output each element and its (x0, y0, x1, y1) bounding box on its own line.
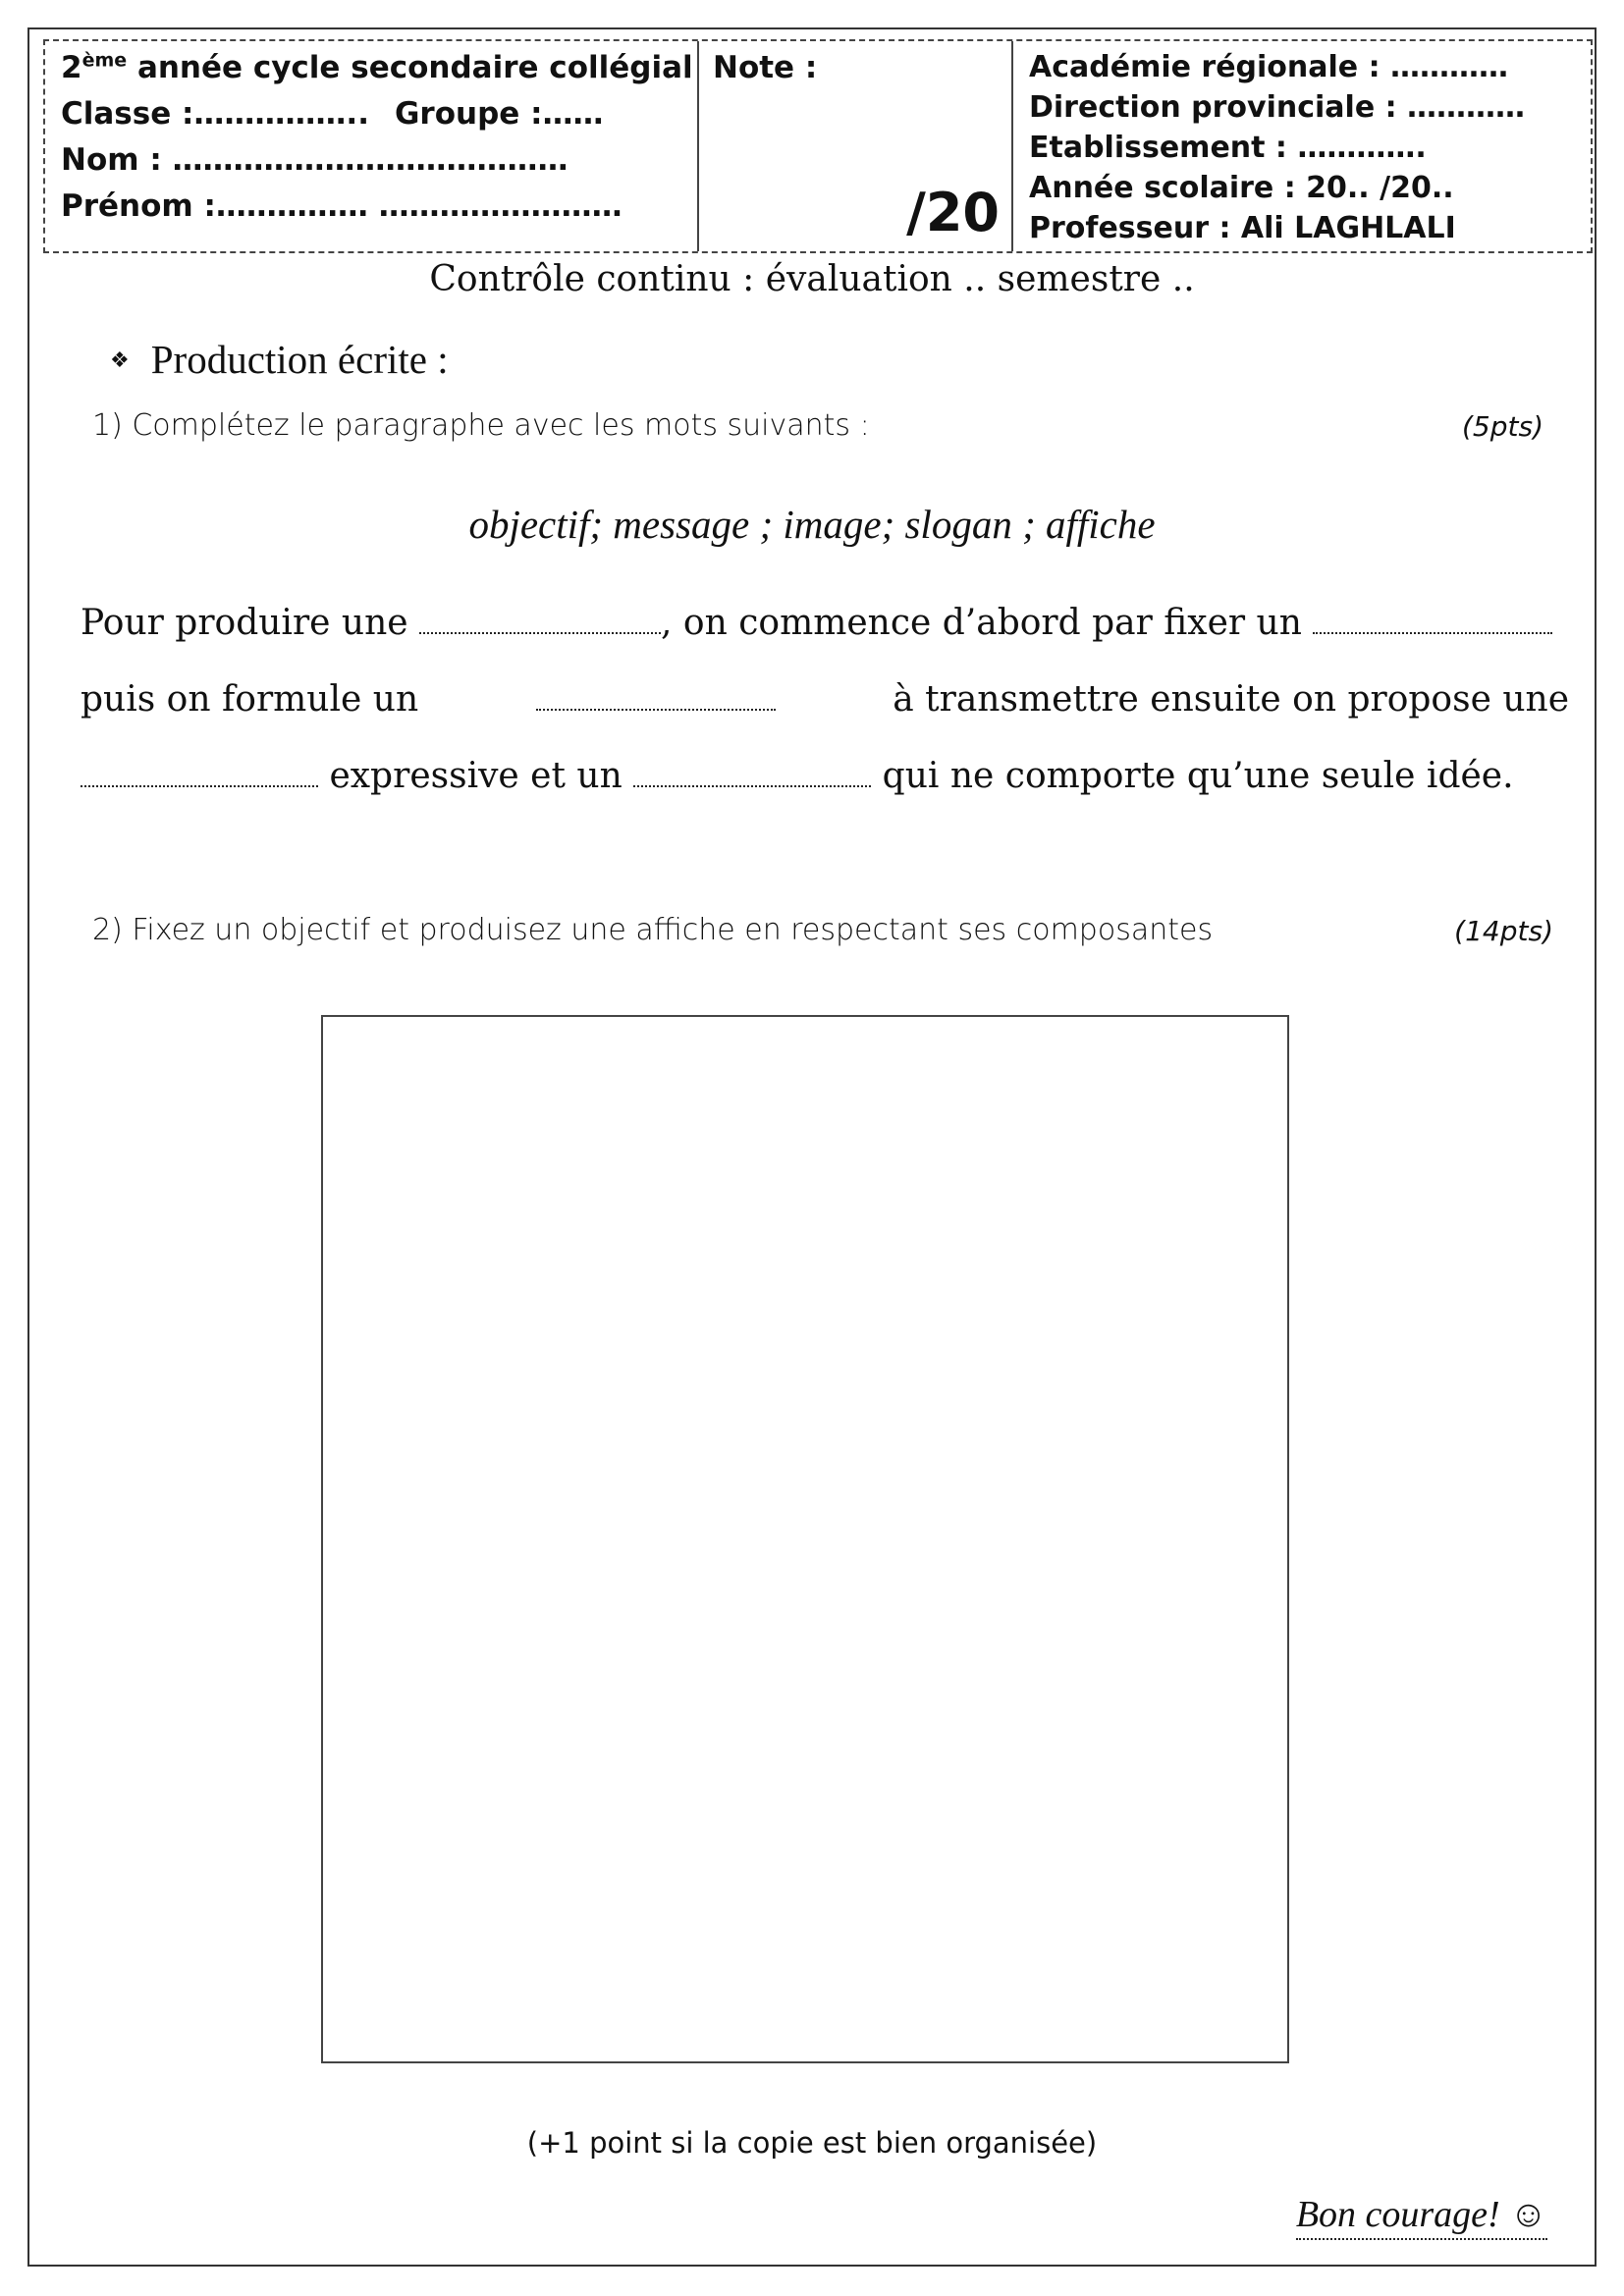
exam-title: Contrôle continu : évaluation .. semestre .. (429, 259, 1195, 299)
paragraph-part-1: Pour produire une (81, 603, 408, 643)
etablissement-field: Etablissement : …………. (1029, 131, 1427, 165)
level-superscript: ème (81, 49, 128, 72)
groupe-field: Groupe :…… (394, 96, 604, 132)
paragraph-part-4: à transmettre ensuite on propose une (893, 679, 1569, 720)
blank-1[interactable] (419, 607, 661, 634)
nom-field: Nom : ………………………………… (61, 142, 568, 178)
note-label: Note : (713, 50, 818, 85)
question-2-points: (14pts) (1454, 915, 1553, 947)
paragraph-line-2 (81, 679, 1569, 720)
bonus-note: (+1 point si la copie est bien organisée) (526, 2126, 1098, 2160)
professeur-field: Professeur : Ali LAGHLALI (1029, 211, 1456, 245)
level-text: année cycle secondaire collégial (127, 50, 693, 85)
annee-field: Année scolaire : 20.. /20.. (1029, 171, 1454, 205)
school-info (1013, 41, 1591, 251)
paragraph-line-3 (81, 756, 1569, 796)
note-box (699, 41, 1013, 251)
note-score: /20 (906, 182, 1000, 243)
closing-text: Bon courage! ☺ (1296, 2193, 1547, 2240)
direction-field: Direction provinciale : ………… (1029, 90, 1526, 125)
section-label: Production écrite : (150, 337, 449, 382)
paragraph-line-1 (81, 603, 1569, 643)
paragraph-part-6: qui ne comporte qu’une seule idée. (882, 756, 1514, 796)
class-group-line (61, 91, 697, 137)
blank-4[interactable] (81, 760, 318, 787)
prenom-field: Prénom :…………… …………………… (61, 188, 623, 224)
question-2-text: 2) Fixez un objectif et produisez une affiche en respectant ses composantes (92, 913, 1214, 947)
level-number: 2 (61, 50, 82, 85)
academie-field: Académie régionale : ………… (1029, 50, 1509, 84)
level-line (61, 45, 697, 91)
blank-5[interactable] (633, 760, 871, 787)
diamond-bullet-icon: ❖ (110, 347, 130, 372)
exam-header (43, 39, 1593, 253)
question-1-points: (5pts) (1461, 410, 1543, 443)
blank-3[interactable] (536, 683, 776, 711)
paragraph-part-2: , on commence d’abord par fixer un (661, 603, 1302, 643)
paragraph-part-3: puis on formule un (81, 679, 419, 720)
poster-drawing-area[interactable] (321, 1015, 1289, 2063)
question-1-text: 1) Complétez le paragraphe avec les mots suivants : (92, 408, 870, 443)
paragraph-part-5: expressive et un (329, 756, 623, 796)
word-bank: objectif; message ; image; slogan ; affiche (468, 502, 1156, 547)
section-heading (110, 336, 449, 383)
blank-2[interactable] (1313, 607, 1552, 634)
student-info (45, 41, 699, 251)
classe-field: Classe :…………….. (61, 96, 369, 132)
